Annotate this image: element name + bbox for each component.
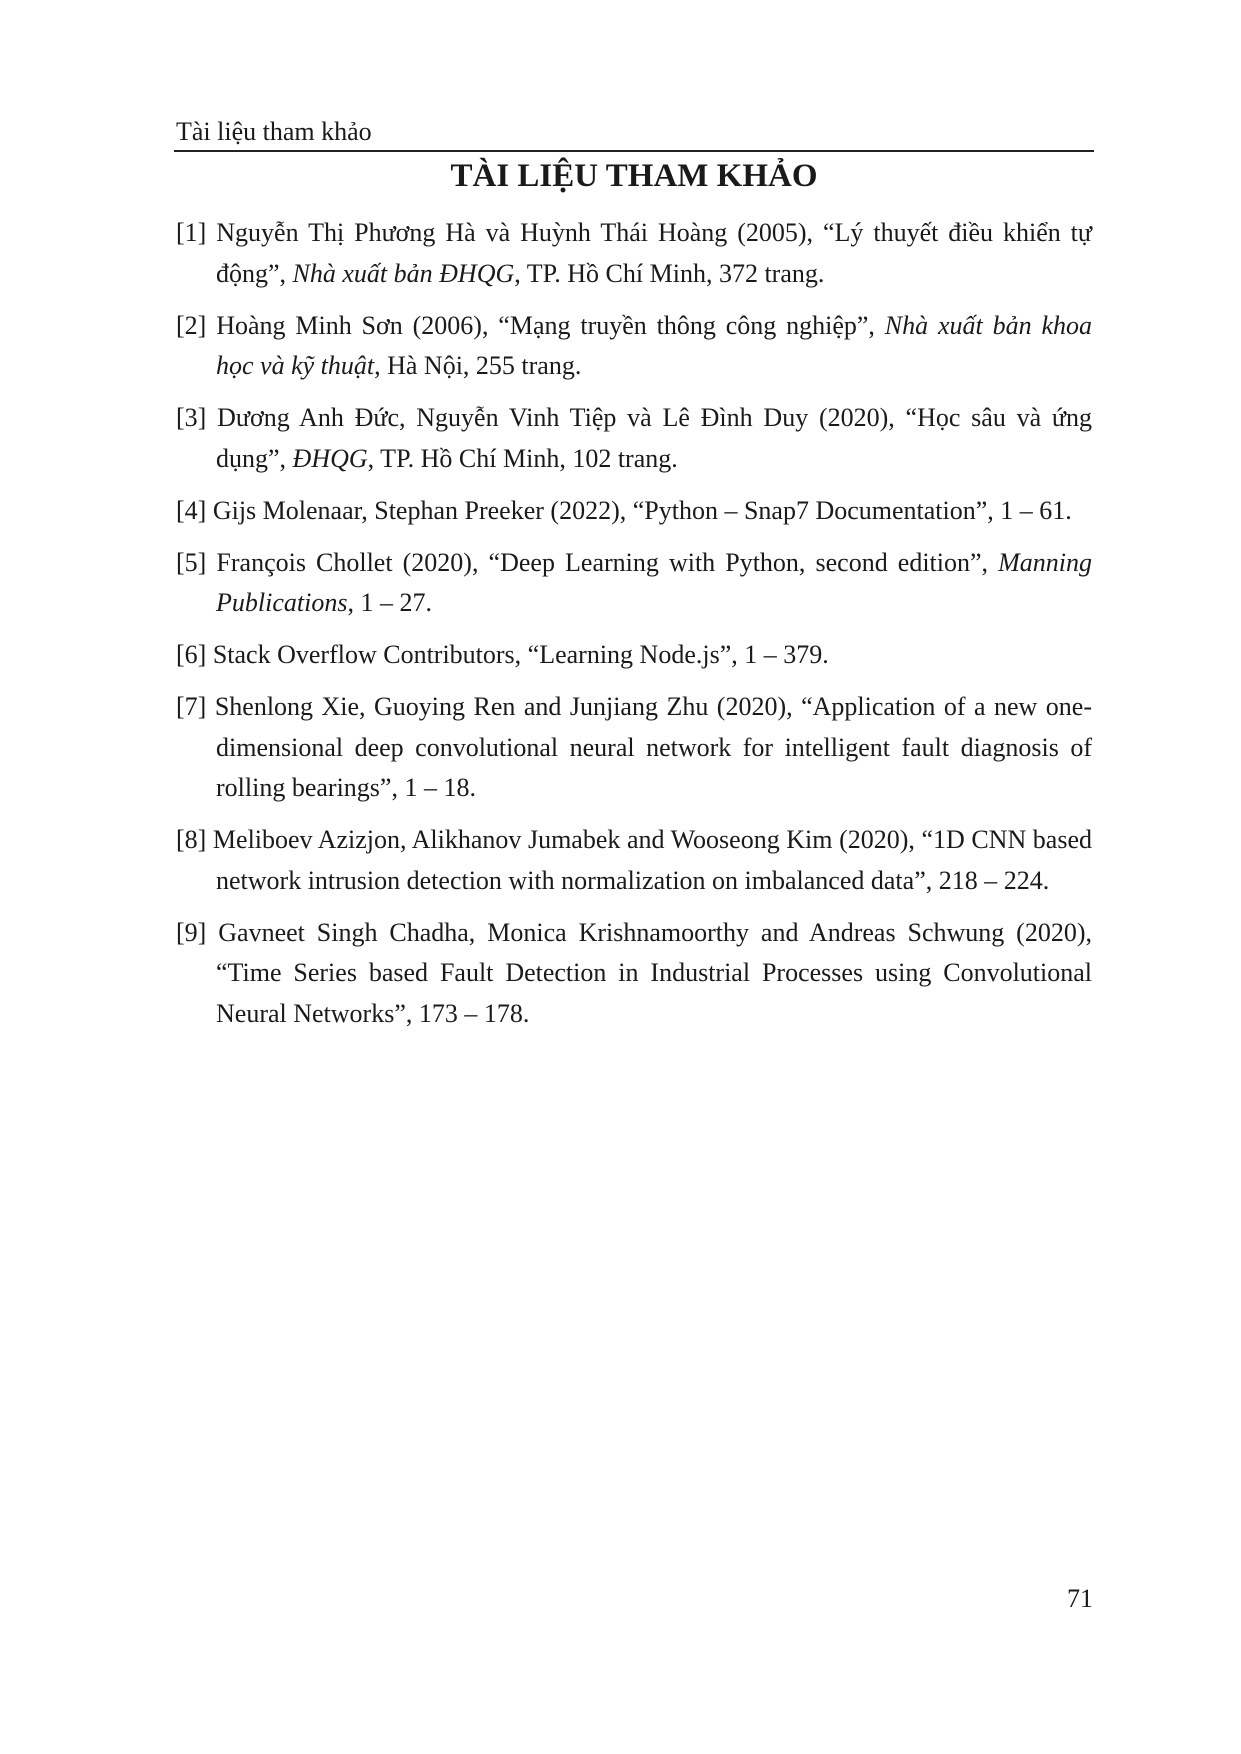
- reference-number: [4]: [176, 495, 207, 525]
- reference-number: [7]: [176, 692, 207, 721]
- reference-text: Hoàng Minh Sơn (2006), “Mạng truyền thông công nghiệp”,: [216, 310, 885, 340]
- reference-number: [1]: [176, 218, 207, 247]
- running-header: Tài liệu tham khảo: [176, 117, 372, 146]
- reference-number: [6]: [176, 640, 207, 669]
- reference-text: Gavneet Singh Chadha, Monica Krishnamoorthy and Andreas Schwung (2020), “Time Series based Fault Detection in Industrial Processes using Convolutional Neural Networks”, 173 – 178.: [216, 917, 1092, 1028]
- page-title: TÀI LIỆU THAM KHẢO: [450, 158, 818, 194]
- reference-number: [8]: [176, 825, 207, 854]
- reference-number: [9]: [176, 917, 207, 947]
- reference-number: [5]: [176, 547, 207, 577]
- reference-item: [176, 913, 1092, 1035]
- reference-text-end: , Hà Nội, 255 trang.: [374, 351, 582, 380]
- page-number: 71: [1067, 1584, 1093, 1613]
- reference-item: [176, 306, 1092, 387]
- reference-publisher: ĐHQG: [292, 443, 368, 473]
- reference-text-end: , TP. Hồ Chí Minh, 102 trang.: [367, 443, 678, 473]
- reference-text: Dương Anh Đức, Nguyễn Vinh Tiệp và Lê Đình Duy (2020), “Học sâu và ứng dụng”,: [216, 403, 1093, 473]
- reference-number: [2]: [176, 310, 207, 340]
- reference-publisher: Manning Publications: [216, 547, 1092, 617]
- reference-list: [176, 213, 1092, 1046]
- reference-text-end: , TP. Hồ Chí Minh, 372 trang.: [514, 258, 825, 288]
- reference-item: [176, 213, 1092, 294]
- reference-text: François Chollet (2020), “Deep Learning with Python, second edition”,: [216, 547, 999, 577]
- reference-text: Meliboev Azizjon, Alikhanov Jumabek and Wooseong Kim (2020), “1D CNN based network intrusion detection with normalization on imbalanced data”, 218 – 224.: [212, 825, 1093, 895]
- reference-publisher: Nhà xuất bản ĐHQG: [292, 258, 515, 288]
- reference-item: [176, 543, 1092, 624]
- reference-text-end: , 1 – 27.: [347, 588, 432, 617]
- reference-item: [176, 687, 1092, 809]
- reference-text: Stack Overflow Contributors, “Learning Node.js”, 1 – 379.: [212, 640, 829, 669]
- header-rule: [174, 150, 1094, 152]
- reference-publisher: Nhà xuất bản khoa học và kỹ thuật: [216, 310, 1092, 380]
- reference-text: Gijs Molenaar, Stephan Preeker (2022), “Python – Snap7 Documentation”, 1 – 61.: [212, 495, 1072, 525]
- reference-item: [176, 635, 1092, 676]
- reference-text: Nguyễn Thị Phương Hà và Huỳnh Thái Hoàng (2005), “Lý thuyết điều khiển tự động”,: [216, 218, 1093, 288]
- reference-item: [176, 398, 1092, 479]
- reference-text: Shenlong Xie, Guoying Ren and Junjiang Zhu (2020), “Application of a new one-dimensional deep convolutional neural network for intelligent fault diagnosis of rolling bearings”, 1 – 18.: [214, 692, 1093, 802]
- reference-item: [176, 820, 1092, 901]
- reference-item: [176, 491, 1092, 532]
- reference-number: [3]: [176, 403, 207, 432]
